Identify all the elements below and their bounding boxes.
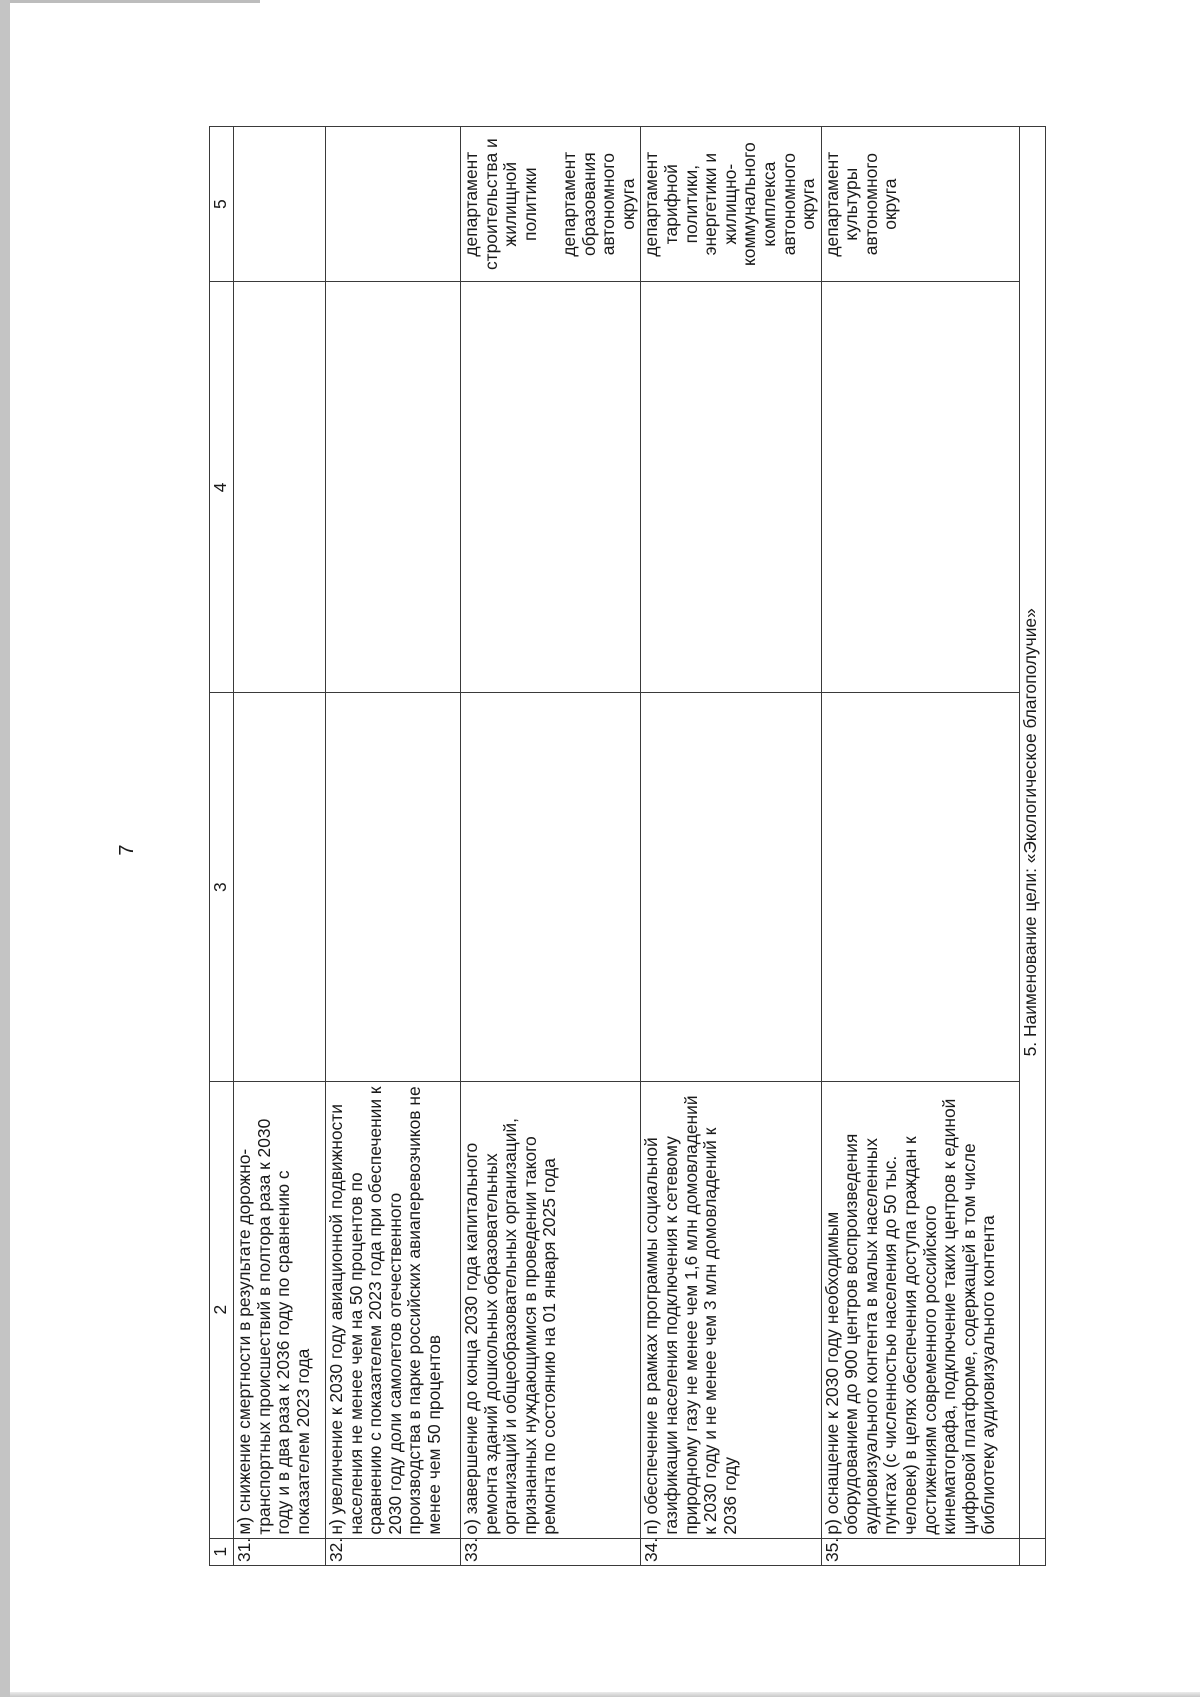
cell-col3 xyxy=(641,693,821,1081)
row-number: 32. xyxy=(326,1538,461,1565)
spacer xyxy=(540,130,560,278)
responsible-cell xyxy=(641,127,821,282)
goal-text: н) увеличение к 2030 году авиационной подвижности населения не менее чем на 50 процентов по сравнению с показателем 2023 года при обеспечении к 2030 году доли самолетов отечественного производства в парке российских авиаперевозчиков не менее чем 50 процентов xyxy=(326,1081,461,1538)
cell-col4 xyxy=(821,282,1019,693)
cell-col3 xyxy=(461,693,641,1081)
section-row xyxy=(1019,127,1045,1566)
table-row xyxy=(461,127,641,1566)
responsible-cell xyxy=(821,127,1019,282)
responsible-cell xyxy=(234,127,326,282)
goal-text: о) завершение до конца 2030 года капитального ремонта зданий дошкольных образовательных организаций и общеобразовательных организаций, признанных нуждающимися в проведении такого ремонта по состоянию на 01 января 2025 года xyxy=(461,1081,641,1538)
row-number: 34. xyxy=(641,1538,821,1565)
cell-col3 xyxy=(326,693,461,1081)
row-number: 35. xyxy=(821,1538,1019,1565)
responsible-cell xyxy=(461,127,641,282)
table-row xyxy=(821,127,1019,1566)
column-header: 5 xyxy=(210,127,234,282)
row-number: 33. xyxy=(461,1538,641,1565)
table-row xyxy=(326,127,461,1566)
column-header: 4 xyxy=(210,282,234,693)
table-row xyxy=(641,127,821,1566)
table-row xyxy=(234,127,326,1566)
responsible-department: департамент тарифной политики, энергетики и жилищно-коммунального комплекса автономного округа xyxy=(641,142,819,267)
table-header-row xyxy=(210,127,234,1566)
goal-text: м) снижение смертности в результате дорожно-транспортных происшествий в полтора раза к 2030 году и в два раза к 2036 году по сравнению с показателем 2023 года xyxy=(234,1081,326,1538)
goal-text: р) оснащение к 2030 году необходимым оборудованием до 900 центров воспроизведения аудиовизуального контента в малых населенных пунктах (с численностью населения до 50 тыс. человек) в целях обеспечения доступа граждан к достижениям современного российского кинематографа, подключение таких центров к единой цифровой платформе, содержащей в том числе библиотеку аудиовизуального контента xyxy=(821,1081,1019,1538)
cell-col3 xyxy=(821,693,1019,1081)
page-number: 7 xyxy=(116,844,138,856)
cell-col3 xyxy=(234,693,326,1081)
scan-edge-top xyxy=(10,0,260,3)
responsible-department: департамент культуры автономного округа xyxy=(821,151,901,257)
responsible-cell xyxy=(326,127,461,282)
goal-text: п) обеспечение в рамках программы социальной газификации населения подключения к сетевому природному газу не менее чем 1,6 млн домовладений к 2030 году и не менее чем 3 млн домовладений к 2036 году xyxy=(641,1081,821,1538)
scan-edge-bottom xyxy=(10,1692,1200,1697)
column-header: 3 xyxy=(210,693,234,1081)
row-number: 31. xyxy=(234,1538,326,1565)
responsible-department: департамент строительства и жилищной политики xyxy=(461,138,540,271)
cell-col4 xyxy=(234,282,326,693)
cell-col4 xyxy=(461,282,641,693)
section-title: 5. Наименование цели: «Экологическое благополучие» xyxy=(1019,127,1045,1539)
column-header: 2 xyxy=(210,1081,234,1538)
column-header: 1 xyxy=(210,1538,234,1565)
goals-table xyxy=(209,126,1046,1566)
cell-col4 xyxy=(326,282,461,693)
rotated-table-container xyxy=(209,126,1067,1566)
responsible-department: департамент образования автономного округа xyxy=(558,151,638,257)
cell-col4 xyxy=(641,282,821,693)
scan-edge-left xyxy=(0,0,10,1697)
section-empty-cell xyxy=(1019,1538,1045,1565)
